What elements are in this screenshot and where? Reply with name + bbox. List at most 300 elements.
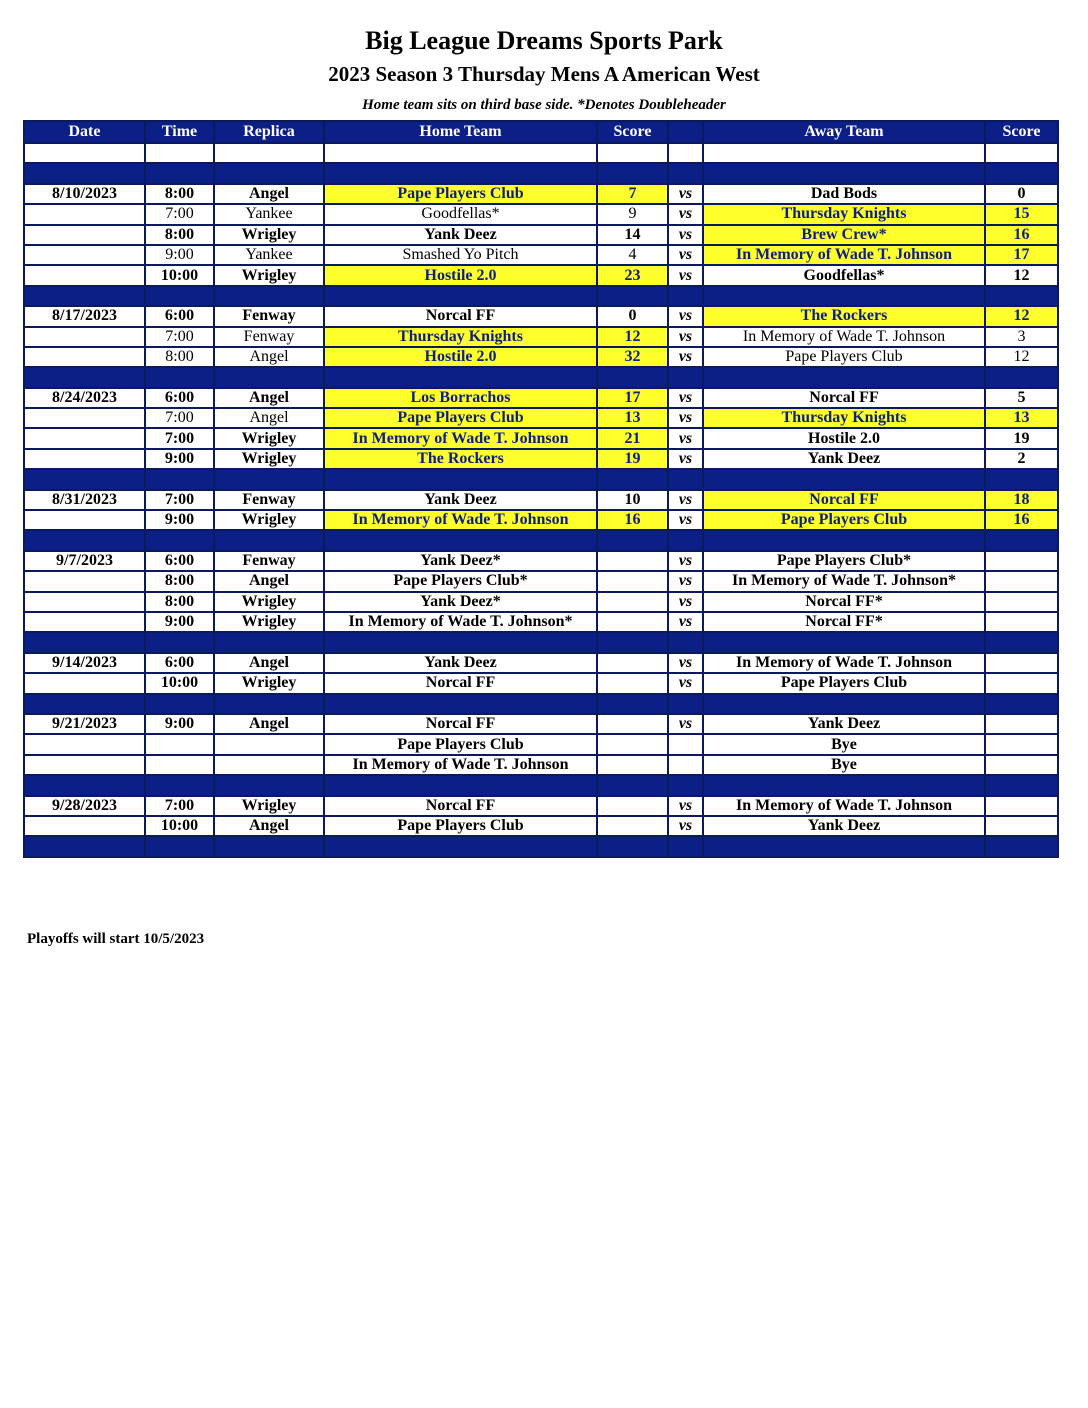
empty-cell xyxy=(214,632,324,652)
empty-cell xyxy=(703,143,985,163)
table-row xyxy=(24,184,1058,204)
home-score-cell: 0 xyxy=(597,306,668,326)
time-cell: 8:00 xyxy=(145,347,214,367)
separator-row xyxy=(24,530,1058,550)
vs-cell: vs xyxy=(668,327,703,347)
col-header-away-score: Score xyxy=(985,121,1058,143)
date-cell xyxy=(24,673,145,693)
away-score-cell xyxy=(985,571,1058,591)
table-row xyxy=(24,714,1058,734)
away-team-cell: Pape Players Club* xyxy=(703,551,985,571)
date-cell: 8/24/2023 xyxy=(24,388,145,408)
replica-cell: Wrigley xyxy=(214,449,324,469)
vs-cell: vs xyxy=(668,204,703,224)
home-score-cell xyxy=(597,571,668,591)
away-team-cell: Pape Players Club xyxy=(703,673,985,693)
table-row xyxy=(24,734,1058,754)
time-cell: 7:00 xyxy=(145,204,214,224)
empty-cell xyxy=(145,367,214,387)
col-header-time: Time xyxy=(145,121,214,143)
table-row xyxy=(24,225,1058,245)
replica-cell: Wrigley xyxy=(214,428,324,448)
empty-cell xyxy=(597,836,668,856)
vs-cell: vs xyxy=(668,245,703,265)
empty-cell xyxy=(214,775,324,795)
home-score-cell xyxy=(597,734,668,754)
vs-cell: vs xyxy=(668,673,703,693)
replica-cell: Angel xyxy=(214,184,324,204)
away-team-cell: Brew Crew* xyxy=(703,225,985,245)
home-team-cell: In Memory of Wade T. Johnson xyxy=(324,428,597,448)
away-team-cell: Norcal FF* xyxy=(703,612,985,632)
empty-cell xyxy=(668,530,703,550)
empty-cell xyxy=(985,143,1058,163)
home-team-cell: The Rockers xyxy=(324,449,597,469)
date-cell xyxy=(24,245,145,265)
home-score-cell xyxy=(597,673,668,693)
table-row xyxy=(24,327,1058,347)
blank-row xyxy=(24,143,1058,163)
empty-cell xyxy=(597,469,668,489)
empty-cell xyxy=(985,775,1058,795)
home-team-cell: Hostile 2.0 xyxy=(324,265,597,285)
empty-cell xyxy=(985,632,1058,652)
empty-cell xyxy=(597,775,668,795)
home-score-cell xyxy=(597,612,668,632)
empty-cell xyxy=(324,694,597,714)
away-score-cell: 17 xyxy=(985,245,1058,265)
time-cell: 7:00 xyxy=(145,490,214,510)
empty-cell xyxy=(985,286,1058,306)
separator-row xyxy=(24,286,1058,306)
playoffs-note: Playoffs will start 10/5/2023 xyxy=(27,931,205,947)
home-team-cell: Yank Deez xyxy=(324,653,597,673)
table-row xyxy=(24,816,1058,836)
replica-cell: Angel xyxy=(214,347,324,367)
away-team-cell: Thursday Knights xyxy=(703,408,985,428)
empty-cell xyxy=(597,367,668,387)
away-team-cell: The Rockers xyxy=(703,306,985,326)
table-row xyxy=(24,510,1058,530)
time-cell xyxy=(145,755,214,775)
time-cell: 9:00 xyxy=(145,449,214,469)
date-cell xyxy=(24,755,145,775)
empty-cell xyxy=(214,143,324,163)
empty-cell xyxy=(597,694,668,714)
away-score-cell: 2 xyxy=(985,449,1058,469)
time-cell: 10:00 xyxy=(145,816,214,836)
empty-cell xyxy=(24,530,145,550)
table-row xyxy=(24,408,1058,428)
date-cell xyxy=(24,816,145,836)
home-team-cell: Yank Deez* xyxy=(324,592,597,612)
home-score-cell: 23 xyxy=(597,265,668,285)
date-cell: 9/7/2023 xyxy=(24,551,145,571)
date-cell xyxy=(24,592,145,612)
away-score-cell xyxy=(985,653,1058,673)
vs-cell: vs xyxy=(668,490,703,510)
replica-cell: Fenway xyxy=(214,551,324,571)
empty-cell xyxy=(324,836,597,856)
time-cell: 9:00 xyxy=(145,714,214,734)
empty-cell xyxy=(324,632,597,652)
time-cell: 10:00 xyxy=(145,265,214,285)
replica-cell xyxy=(214,755,324,775)
date-cell: 9/28/2023 xyxy=(24,796,145,816)
empty-cell xyxy=(145,632,214,652)
date-cell: 8/31/2023 xyxy=(24,490,145,510)
home-score-cell: 16 xyxy=(597,510,668,530)
table-row xyxy=(24,551,1058,571)
time-cell: 8:00 xyxy=(145,571,214,591)
away-team-cell: Thursday Knights xyxy=(703,204,985,224)
vs-cell: vs xyxy=(668,306,703,326)
date-cell xyxy=(24,327,145,347)
empty-cell xyxy=(668,163,703,183)
empty-cell xyxy=(668,694,703,714)
table-header-row xyxy=(24,121,1058,143)
empty-cell xyxy=(668,143,703,163)
home-team-cell: Norcal FF xyxy=(324,673,597,693)
time-cell: 7:00 xyxy=(145,408,214,428)
col-header-date: Date xyxy=(24,121,145,143)
home-score-cell: 14 xyxy=(597,225,668,245)
replica-cell: Angel xyxy=(214,408,324,428)
table-row xyxy=(24,245,1058,265)
home-score-cell: 12 xyxy=(597,327,668,347)
away-team-cell: In Memory of Wade T. Johnson xyxy=(703,327,985,347)
away-team-cell: Hostile 2.0 xyxy=(703,428,985,448)
date-cell xyxy=(24,510,145,530)
table-row xyxy=(24,612,1058,632)
empty-cell xyxy=(24,836,145,856)
empty-cell xyxy=(703,367,985,387)
away-team-cell: In Memory of Wade T. Johnson xyxy=(703,796,985,816)
home-team-cell: Pape Players Club xyxy=(324,184,597,204)
replica-cell: Wrigley xyxy=(214,612,324,632)
home-score-cell xyxy=(597,755,668,775)
vs-cell: vs xyxy=(668,816,703,836)
empty-cell xyxy=(214,367,324,387)
home-team-cell: In Memory of Wade T. Johnson* xyxy=(324,612,597,632)
empty-cell xyxy=(597,632,668,652)
away-team-cell: Norcal FF xyxy=(703,388,985,408)
empty-cell xyxy=(985,530,1058,550)
empty-cell xyxy=(668,469,703,489)
table-row xyxy=(24,347,1058,367)
vs-cell: vs xyxy=(668,592,703,612)
replica-cell: Wrigley xyxy=(214,265,324,285)
away-score-cell: 12 xyxy=(985,306,1058,326)
empty-cell xyxy=(668,367,703,387)
away-score-cell: 0 xyxy=(985,184,1058,204)
empty-cell xyxy=(214,694,324,714)
table-row xyxy=(24,653,1058,673)
home-team-cell: Pape Players Club xyxy=(324,816,597,836)
vs-cell: vs xyxy=(668,571,703,591)
empty-cell xyxy=(24,163,145,183)
replica-cell: Wrigley xyxy=(214,796,324,816)
table-row xyxy=(24,490,1058,510)
empty-cell xyxy=(703,836,985,856)
date-cell xyxy=(24,408,145,428)
away-team-cell: Norcal FF* xyxy=(703,592,985,612)
col-header-replica: Replica xyxy=(214,121,324,143)
away-score-cell xyxy=(985,755,1058,775)
home-score-cell: 7 xyxy=(597,184,668,204)
replica-cell: Yankee xyxy=(214,204,324,224)
empty-cell xyxy=(24,694,145,714)
separator-row xyxy=(24,775,1058,795)
replica-cell: Yankee xyxy=(214,245,324,265)
empty-cell xyxy=(985,469,1058,489)
empty-cell xyxy=(985,694,1058,714)
away-team-cell: Bye xyxy=(703,755,985,775)
empty-cell xyxy=(214,469,324,489)
home-team-cell: Yank Deez xyxy=(324,225,597,245)
empty-cell xyxy=(985,163,1058,183)
empty-cell xyxy=(324,530,597,550)
col-header-away-team: Away Team xyxy=(703,121,985,143)
home-score-cell: 32 xyxy=(597,347,668,367)
table-row xyxy=(24,449,1058,469)
away-score-cell: 3 xyxy=(985,327,1058,347)
away-score-cell: 12 xyxy=(985,347,1058,367)
home-score-cell: 21 xyxy=(597,428,668,448)
home-score-cell xyxy=(597,551,668,571)
table-row xyxy=(24,796,1058,816)
vs-cell: vs xyxy=(668,347,703,367)
away-team-cell: Yank Deez xyxy=(703,816,985,836)
away-team-cell: Pape Players Club xyxy=(703,347,985,367)
col-header-home-score: Score xyxy=(597,121,668,143)
home-team-cell: Pape Players Club xyxy=(324,734,597,754)
empty-cell xyxy=(703,530,985,550)
date-cell: 8/17/2023 xyxy=(24,306,145,326)
away-team-cell: Yank Deez xyxy=(703,449,985,469)
vs-cell: vs xyxy=(668,714,703,734)
home-score-cell: 4 xyxy=(597,245,668,265)
empty-cell xyxy=(597,163,668,183)
separator-row xyxy=(24,469,1058,489)
away-score-cell xyxy=(985,673,1058,693)
away-team-cell: Goodfellas* xyxy=(703,265,985,285)
time-cell: 7:00 xyxy=(145,796,214,816)
empty-cell xyxy=(24,775,145,795)
home-team-cell: In Memory of Wade T. Johnson xyxy=(324,510,597,530)
separator-row xyxy=(24,163,1058,183)
home-team-cell: Hostile 2.0 xyxy=(324,347,597,367)
time-cell: 9:00 xyxy=(145,510,214,530)
away-team-cell: Dad Bods xyxy=(703,184,985,204)
date-cell xyxy=(24,612,145,632)
empty-cell xyxy=(24,143,145,163)
replica-cell: Angel xyxy=(214,714,324,734)
empty-cell xyxy=(145,469,214,489)
date-cell xyxy=(24,265,145,285)
empty-cell xyxy=(324,775,597,795)
separator-row xyxy=(24,367,1058,387)
table-row xyxy=(24,265,1058,285)
empty-cell xyxy=(324,143,597,163)
page-title: Big League Dreams Sports Park xyxy=(365,26,723,55)
vs-cell: vs xyxy=(668,225,703,245)
empty-cell xyxy=(214,286,324,306)
empty-cell xyxy=(24,469,145,489)
home-team-cell: In Memory of Wade T. Johnson xyxy=(324,755,597,775)
replica-cell: Wrigley xyxy=(214,592,324,612)
date-cell: 8/10/2023 xyxy=(24,184,145,204)
away-score-cell: 12 xyxy=(985,265,1058,285)
empty-cell xyxy=(324,367,597,387)
home-score-cell xyxy=(597,653,668,673)
replica-cell xyxy=(214,734,324,754)
vs-cell: vs xyxy=(668,449,703,469)
empty-cell xyxy=(597,530,668,550)
home-team-cell: Pape Players Club xyxy=(324,408,597,428)
empty-cell xyxy=(324,286,597,306)
page-subtitle: 2023 Season 3 Thursday Mens A American West xyxy=(328,62,760,86)
home-score-cell: 13 xyxy=(597,408,668,428)
schedule-table xyxy=(23,120,1059,858)
vs-cell: vs xyxy=(668,408,703,428)
empty-cell xyxy=(214,836,324,856)
away-score-cell xyxy=(985,551,1058,571)
empty-cell xyxy=(324,163,597,183)
home-score-cell xyxy=(597,796,668,816)
home-team-cell: Yank Deez xyxy=(324,490,597,510)
table-row xyxy=(24,755,1058,775)
replica-cell: Fenway xyxy=(214,490,324,510)
away-score-cell xyxy=(985,714,1058,734)
empty-cell xyxy=(668,286,703,306)
vs-cell: vs xyxy=(668,184,703,204)
away-score-cell xyxy=(985,816,1058,836)
away-score-cell: 13 xyxy=(985,408,1058,428)
empty-cell xyxy=(703,632,985,652)
vs-cell: vs xyxy=(668,510,703,530)
home-team-cell: Goodfellas* xyxy=(324,204,597,224)
home-score-cell xyxy=(597,714,668,734)
vs-cell xyxy=(668,734,703,754)
schedule-body xyxy=(24,143,1058,857)
away-score-cell: 16 xyxy=(985,510,1058,530)
schedule-note: Home team sits on third base side. *Denotes Doubleheader xyxy=(362,97,726,113)
away-score-cell xyxy=(985,796,1058,816)
empty-cell xyxy=(324,469,597,489)
home-score-cell: 19 xyxy=(597,449,668,469)
empty-cell xyxy=(703,694,985,714)
table-row xyxy=(24,388,1058,408)
col-header-home-team: Home Team xyxy=(324,121,597,143)
date-cell xyxy=(24,428,145,448)
empty-cell xyxy=(24,632,145,652)
time-cell: 6:00 xyxy=(145,653,214,673)
away-score-cell: 5 xyxy=(985,388,1058,408)
away-score-cell xyxy=(985,612,1058,632)
replica-cell: Angel xyxy=(214,816,324,836)
home-team-cell: Norcal FF xyxy=(324,714,597,734)
away-score-cell: 19 xyxy=(985,428,1058,448)
away-team-cell: In Memory of Wade T. Johnson xyxy=(703,653,985,673)
away-score-cell: 15 xyxy=(985,204,1058,224)
away-score-cell: 16 xyxy=(985,225,1058,245)
separator-row xyxy=(24,836,1058,856)
away-score-cell xyxy=(985,734,1058,754)
table-row xyxy=(24,306,1058,326)
home-team-cell: Thursday Knights xyxy=(324,327,597,347)
replica-cell: Angel xyxy=(214,388,324,408)
empty-cell xyxy=(145,286,214,306)
vs-cell: vs xyxy=(668,388,703,408)
vs-cell: vs xyxy=(668,653,703,673)
col-header-vs xyxy=(668,121,703,143)
empty-cell xyxy=(145,530,214,550)
table-row xyxy=(24,428,1058,448)
date-cell: 9/14/2023 xyxy=(24,653,145,673)
vs-cell: vs xyxy=(668,428,703,448)
home-team-cell: Yank Deez* xyxy=(324,551,597,571)
time-cell: 7:00 xyxy=(145,428,214,448)
empty-cell xyxy=(703,469,985,489)
empty-cell xyxy=(597,143,668,163)
home-score-cell xyxy=(597,816,668,836)
vs-cell xyxy=(668,755,703,775)
replica-cell: Fenway xyxy=(214,306,324,326)
replica-cell: Wrigley xyxy=(214,673,324,693)
empty-cell xyxy=(703,775,985,795)
home-team-cell: Norcal FF xyxy=(324,306,597,326)
time-cell: 9:00 xyxy=(145,245,214,265)
home-team-cell: Norcal FF xyxy=(324,796,597,816)
table-row xyxy=(24,571,1058,591)
time-cell: 8:00 xyxy=(145,225,214,245)
empty-cell xyxy=(985,836,1058,856)
time-cell: 8:00 xyxy=(145,184,214,204)
date-cell xyxy=(24,225,145,245)
replica-cell: Fenway xyxy=(214,327,324,347)
date-cell xyxy=(24,734,145,754)
time-cell: 8:00 xyxy=(145,592,214,612)
empty-cell xyxy=(214,163,324,183)
vs-cell: vs xyxy=(668,265,703,285)
separator-row xyxy=(24,632,1058,652)
empty-cell xyxy=(668,632,703,652)
date-cell xyxy=(24,571,145,591)
time-cell: 9:00 xyxy=(145,612,214,632)
empty-cell xyxy=(703,286,985,306)
time-cell: 6:00 xyxy=(145,388,214,408)
home-score-cell: 9 xyxy=(597,204,668,224)
table-row xyxy=(24,592,1058,612)
home-team-cell: Los Borrachos xyxy=(324,388,597,408)
away-team-cell: Yank Deez xyxy=(703,714,985,734)
replica-cell: Wrigley xyxy=(214,225,324,245)
home-score-cell xyxy=(597,592,668,612)
empty-cell xyxy=(145,775,214,795)
home-score-cell: 10 xyxy=(597,490,668,510)
empty-cell xyxy=(24,286,145,306)
empty-cell xyxy=(668,775,703,795)
separator-row xyxy=(24,694,1058,714)
date-cell xyxy=(24,347,145,367)
away-team-cell: In Memory of Wade T. Johnson* xyxy=(703,571,985,591)
vs-cell: vs xyxy=(668,551,703,571)
away-team-cell: In Memory of Wade T. Johnson xyxy=(703,245,985,265)
replica-cell: Angel xyxy=(214,571,324,591)
time-cell: 6:00 xyxy=(145,306,214,326)
home-team-cell: Smashed Yo Pitch xyxy=(324,245,597,265)
